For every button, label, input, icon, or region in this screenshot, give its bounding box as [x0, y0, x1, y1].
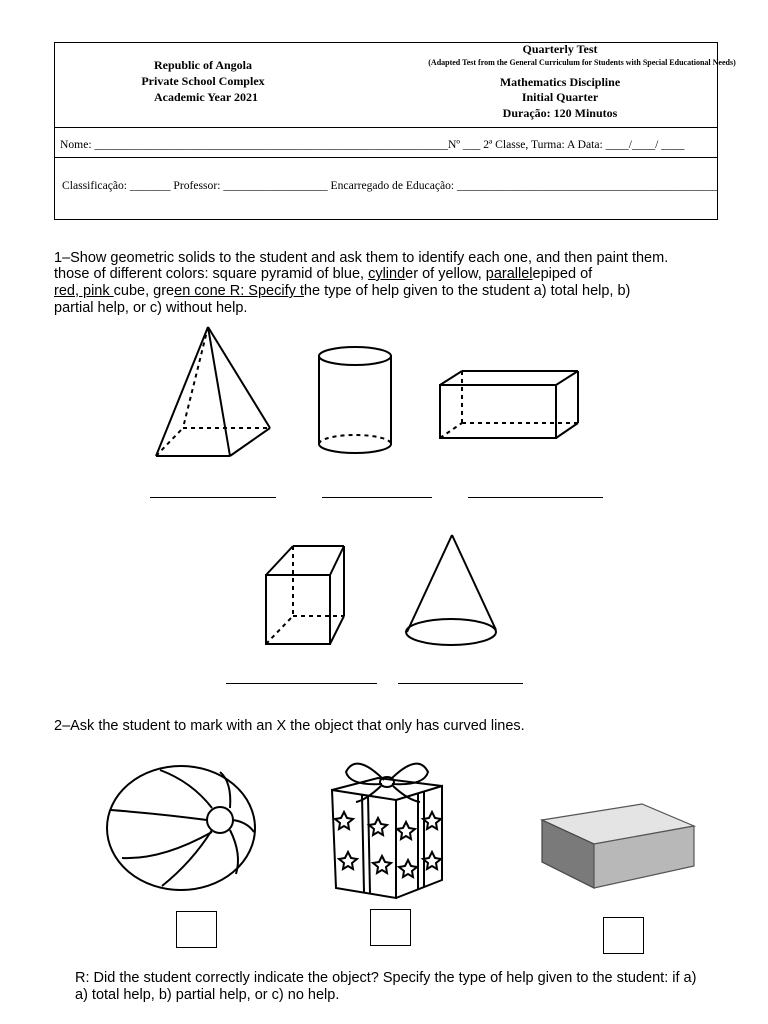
- q1-underlined: en cone R: Sp: [174, 283, 267, 299]
- checkbox-gift-box[interactable]: [370, 909, 411, 946]
- cylinder-image: [314, 345, 396, 460]
- square-pyramid-image: [150, 325, 275, 460]
- question-1-line-1: 1–Show geometric solids to the student and ask them to identify each one, and then paint them.: [54, 250, 669, 266]
- grading-row[interactable]: Classificação: _______ Professor: __________________ Encarregado de Educação: _____________________________________________: [62, 179, 718, 192]
- checkbox-brick[interactable]: [603, 917, 644, 954]
- checkbox-ball[interactable]: [176, 911, 217, 948]
- cube-image: [262, 542, 348, 648]
- test-title: Quarterly Test: [522, 42, 598, 56]
- duration: Duração: 120 Minutos: [502, 106, 618, 120]
- question-1-line-3: [54, 283, 704, 300]
- q1-underlined: red, pink: [54, 283, 114, 299]
- question-2-footer-line-1: R: Did the student correctly indicate the object? Specify the type of help given to the student: if a): [75, 970, 697, 986]
- question-2-footer-line-2: a) total help, b) partial help, or c) no help.: [75, 987, 340, 1003]
- question-1-line-4: partial help, or c) without help.: [54, 300, 248, 316]
- header-divider: [55, 157, 717, 158]
- question-2-text: 2–Ask the student to mark with an X the object that only has curved lines.: [54, 718, 525, 734]
- q1-text: er of yellow,: [405, 266, 486, 282]
- q1-underlined: parallel: [485, 266, 533, 282]
- rectangular-prism-image: [436, 368, 584, 443]
- answer-line-cone[interactable]: [398, 683, 523, 684]
- q1-underlined: ecify t: [266, 283, 304, 299]
- answer-line-cylinder[interactable]: [322, 497, 432, 498]
- header-divider: [55, 127, 717, 128]
- q1-text: epiped of: [532, 266, 593, 282]
- quarter: Initial Quarter: [521, 90, 599, 104]
- academic-year: Academic Year 2021: [154, 90, 258, 104]
- country-name: Republic of Angola: [153, 58, 252, 72]
- school-name: Private School Complex: [141, 74, 265, 88]
- answer-line-cube[interactable]: [226, 683, 377, 684]
- answer-line-pyramid[interactable]: [150, 497, 276, 498]
- student-info-row[interactable]: Nome: _____________________________________________________________Nº ___ 2ª Classe, Turma: A Data: ____/____/ ____: [60, 138, 685, 151]
- test-subtitle: (Adapted Test from the General Curriculum for Students with Special Educational Needs): [428, 58, 736, 67]
- discipline: Mathematics Discipline: [499, 75, 621, 89]
- cone-image: [402, 532, 500, 654]
- brick-image: [538, 800, 698, 892]
- q1-underlined: cylind: [368, 266, 406, 282]
- ball-image: [102, 762, 260, 894]
- q1-text: he type of help given to the student a) total help, b): [303, 283, 631, 299]
- answer-line-prism[interactable]: [468, 497, 603, 498]
- q1-text: cube, gre: [113, 283, 175, 299]
- gift-box-image: [326, 752, 450, 902]
- question-1-line-2: [54, 266, 704, 283]
- q1-text: those of different colors: square pyramid of blue,: [54, 266, 369, 282]
